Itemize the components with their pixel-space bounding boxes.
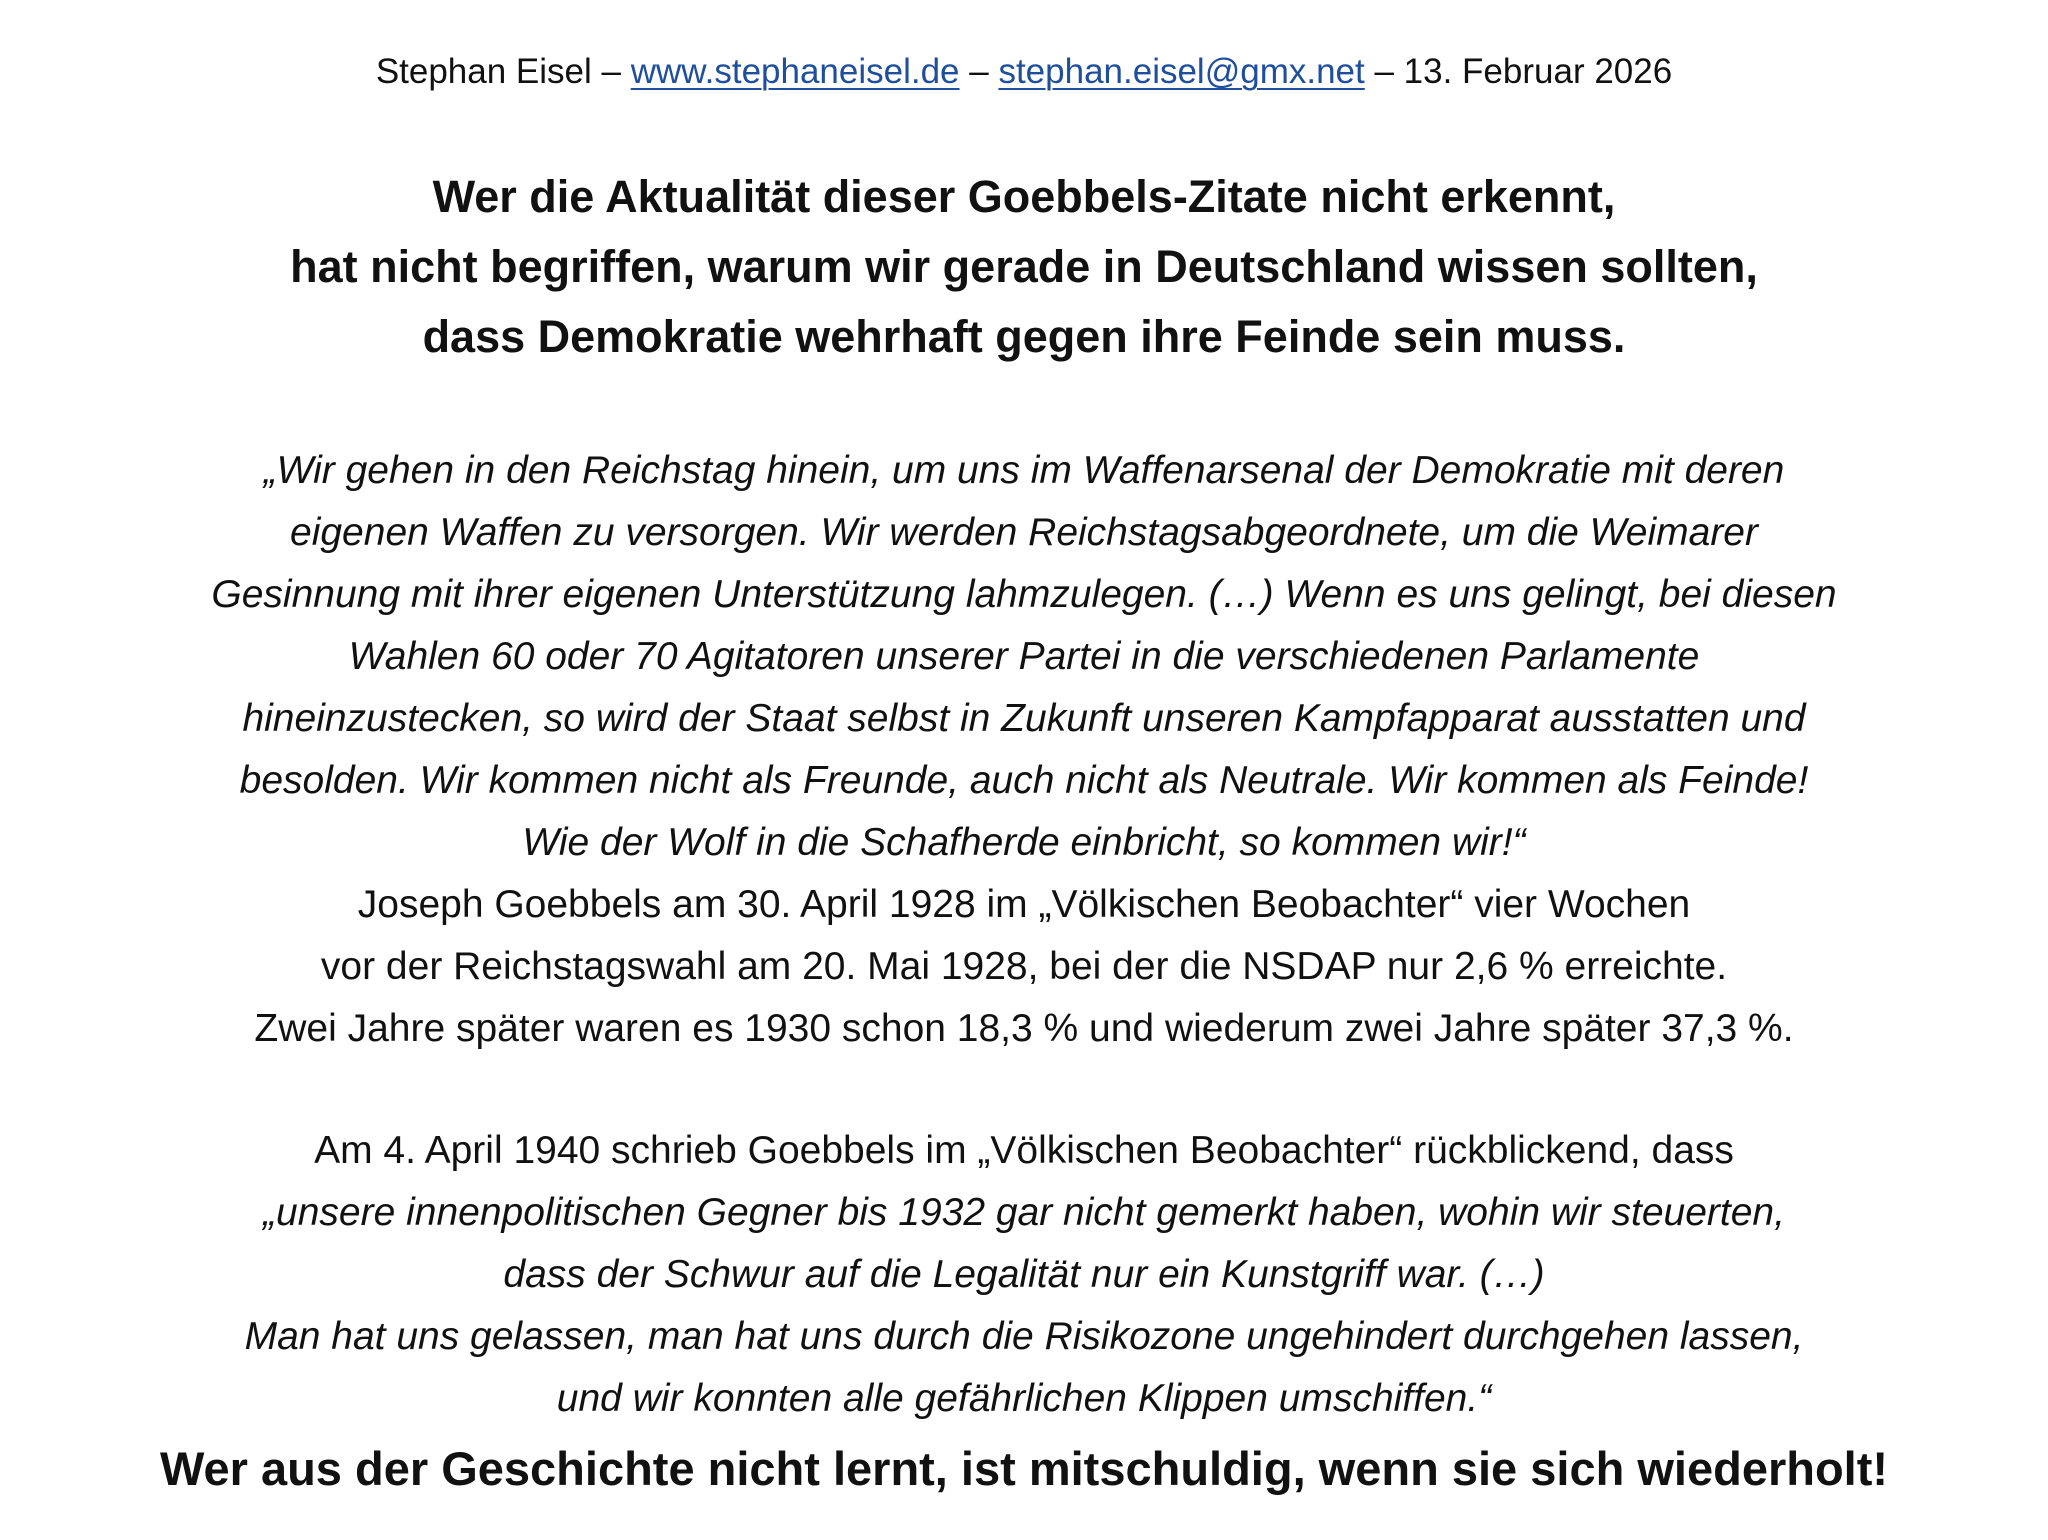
header-line (0, 48, 2048, 96)
attribution-line: Zwei Jahre später waren es 1930 schon 18,3 % und wiederum zwei Jahre später 37,3 %. (254, 1007, 1794, 1050)
quote-line: Wahlen 60 oder 70 Agitatoren unserer Partei in die verschiedenen Parlamente (348, 635, 1700, 678)
quote-line: hineinzustecken, so wird der Staat selbst in Zukunft unseren Kampfapparat ausstatten und (242, 697, 1806, 740)
author-name: Stephan Eisel (375, 52, 592, 91)
separator: – (959, 52, 999, 91)
document-date: 13. Februar 2026 (1403, 52, 1673, 91)
email-link[interactable]: stephan.eisel@gmx.net (998, 52, 1365, 91)
closing-statement (0, 1434, 2048, 1504)
quote-line: und wir konnten alle gefährlichen Klippen umschiffen.“ (556, 1377, 1492, 1420)
separator: – (591, 52, 631, 91)
quote-line: eigenen Waffen zu versorgen. Wir werden Reichstagsabgeordnete, um die Weimarer (290, 511, 1758, 554)
headline (0, 162, 2048, 372)
goebbels-quote-1940-section (0, 1120, 2048, 1430)
attribution-line: vor der Reichstagswahl am 20. Mai 1928, bei der die NSDAP nur 2,6 % erreichte. (320, 945, 1728, 988)
headline-line: dass Demokratie wehrhaft gegen ihre Feinde sein muss. (422, 311, 1626, 362)
attribution-line: Joseph Goebbels am 30. April 1928 im „Völkischen Beobachter“ vier Wochen (357, 883, 1691, 926)
goebbels-quote-1940 (0, 1182, 2048, 1430)
website-link[interactable]: www.stephaneisel.de (630, 52, 960, 91)
intro-line: Am 4. April 1940 schrieb Goebbels im „Völkischen Beobachter“ rückblickend, dass (314, 1129, 1734, 1172)
quote-line: „Wir gehen in den Reichstag hinein, um uns im Waffenarsenal der Demokratie mit deren (263, 449, 1785, 492)
headline-line: Wer die Aktualität dieser Goebbels-Zitate nicht erkennt, (432, 171, 1616, 222)
quote-line: Man hat uns gelassen, man hat uns durch die Risikozone ungehindert durchgehen lassen, (244, 1315, 1804, 1358)
quote-line: „unsere innenpolitischen Gegner bis 1932 gar nicht gemerkt haben, wohin wir steuerten, (263, 1191, 1785, 1234)
quote-line: besolden. Wir kommen nicht als Freunde, auch nicht als Neutrale. Wir kommen als Feinde! (239, 759, 1809, 802)
quote-line: Gesinnung mit ihrer eigenen Unterstützung lahmzulegen. (…) Wenn es uns gelingt, bei diesen (211, 573, 1837, 616)
headline-line: hat nicht begriffen, warum wir gerade in Deutschland wissen sollten, (290, 241, 1758, 292)
closing-line: Wer aus der Geschichte nicht lernt, ist mitschuldig, wenn sie sich wiederholt! (159, 1442, 1889, 1495)
quote-attribution (0, 874, 2048, 1060)
quote-line: dass der Schwur auf die Legalität nur ein Kunstgriff war. (…) (503, 1253, 1545, 1296)
quote-line: Wie der Wolf in die Schafherde einbricht, so kommen wir!“ (522, 821, 1526, 864)
separator: – (1364, 52, 1404, 91)
goebbels-quote-1928 (0, 440, 2048, 874)
